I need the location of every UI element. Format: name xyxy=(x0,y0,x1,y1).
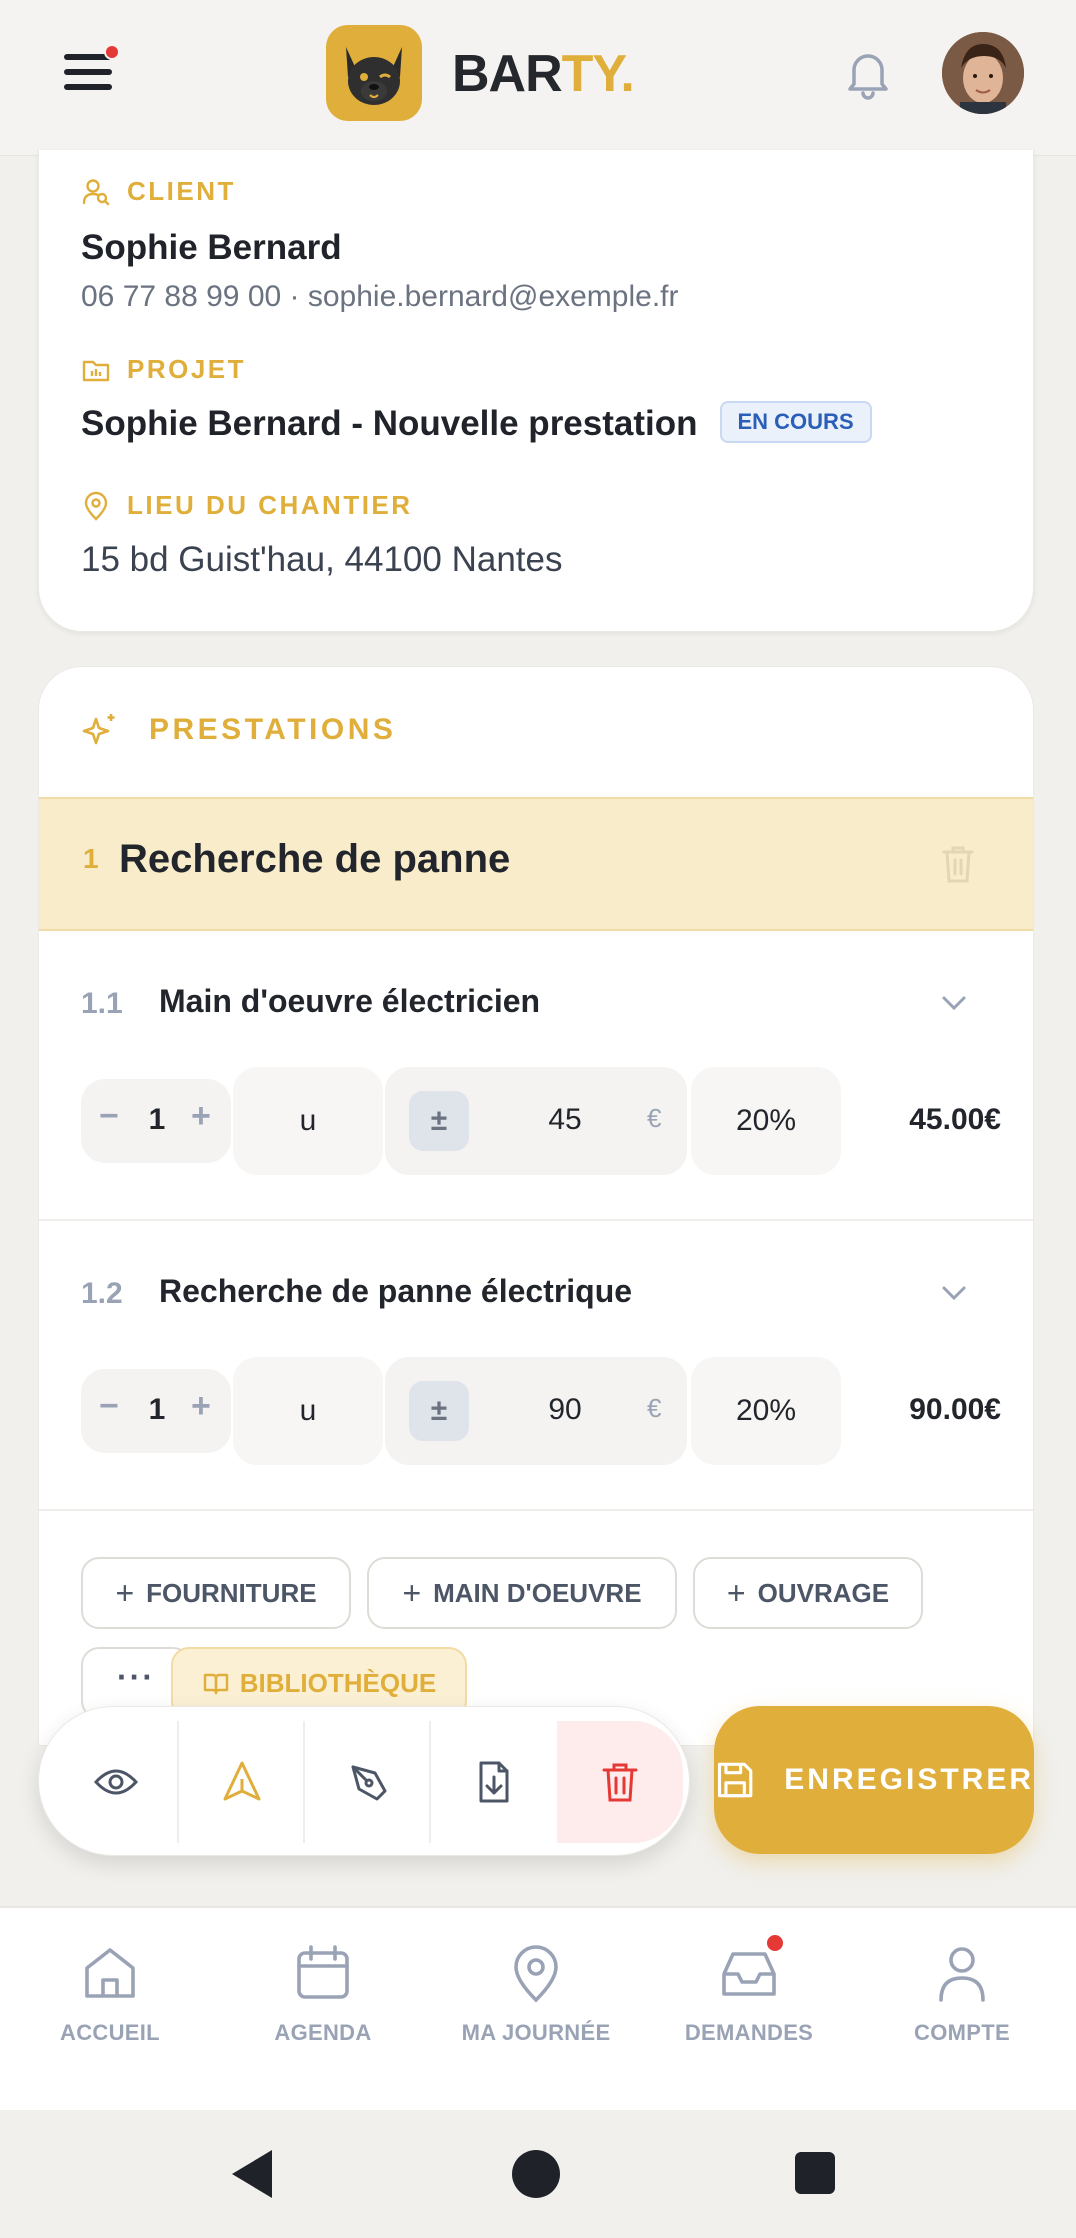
save-label: ENREGISTRER xyxy=(784,1763,1034,1796)
nav-label: MA JOURNÉE xyxy=(461,2020,611,2045)
recent-apps-icon[interactable] xyxy=(795,2152,835,2194)
line-item xyxy=(39,931,1034,1221)
line-item-number: 1.1 xyxy=(81,987,123,1020)
brand-wordmark xyxy=(452,44,634,104)
margin-toggle-button[interactable]: ± xyxy=(409,1091,469,1151)
home-circle-icon[interactable] xyxy=(512,2150,560,2198)
price-field[interactable] xyxy=(385,1067,687,1175)
user-icon xyxy=(931,1942,993,2004)
folder-icon xyxy=(81,355,111,385)
nav-label: DEMANDES xyxy=(684,2020,814,2045)
chevron-down-icon[interactable] xyxy=(939,1283,969,1303)
unit-price-value[interactable]: 45 xyxy=(548,1103,582,1136)
plus-icon: + xyxy=(402,1574,422,1611)
sparkles-icon xyxy=(81,711,119,749)
group-title[interactable]: Recherche de panne xyxy=(119,837,511,881)
prestations-card xyxy=(38,666,1034,1746)
nav-label: ACCUEIL xyxy=(60,2020,160,2045)
user-avatar[interactable] xyxy=(942,32,1024,114)
client-section-label xyxy=(81,176,236,207)
line-item-number: 1.2 xyxy=(81,1277,123,1310)
brand-dot: . xyxy=(620,45,634,103)
brand-part-2: TY xyxy=(561,45,621,103)
qty-plus-button[interactable]: + xyxy=(191,1097,211,1135)
nav-item-demandes[interactable] xyxy=(649,1942,849,2046)
nav-label: COMPTE xyxy=(914,2020,1010,2045)
map-pin-icon xyxy=(505,1942,567,2004)
add-fourniture-label: FOURNITURE xyxy=(146,1577,317,1608)
system-navigation-bar xyxy=(0,2110,1076,2238)
add-main-doeuvre-button[interactable] xyxy=(367,1557,677,1629)
plus-icon: + xyxy=(115,1574,135,1611)
prestations-title: PRESTATIONS xyxy=(149,713,397,746)
user-search-icon xyxy=(81,177,111,207)
add-ouvrage-label: OUVRAGE xyxy=(757,1577,890,1608)
project-section-label xyxy=(81,354,246,385)
book-open-icon xyxy=(202,1669,230,1697)
brand-part-1: BAR xyxy=(452,45,562,103)
unit-field[interactable]: u xyxy=(233,1357,383,1465)
bell-icon[interactable] xyxy=(840,44,896,104)
prestation-group-row[interactable] xyxy=(39,797,1034,931)
bottom-navigation xyxy=(0,1906,1076,2110)
quantity-stepper xyxy=(81,1369,231,1453)
nav-item-compte[interactable] xyxy=(862,1942,1062,2046)
line-total: 90.00€ xyxy=(909,1393,1001,1426)
site-section-label xyxy=(81,490,413,521)
status-badge: EN COURS xyxy=(720,401,872,443)
project-label: PROJET xyxy=(127,354,247,384)
plus-icon: + xyxy=(726,1574,746,1611)
nav-item-agenda[interactable] xyxy=(223,1942,423,2046)
client-name: Sophie Bernard xyxy=(81,228,342,267)
trash-icon[interactable] xyxy=(557,1721,683,1843)
price-field[interactable] xyxy=(385,1357,687,1465)
client-label: CLIENT xyxy=(127,176,236,206)
calendar-icon xyxy=(292,1942,354,2004)
project-info-card xyxy=(38,150,1034,632)
bulldog-logo-icon xyxy=(326,25,422,121)
line-item xyxy=(39,1221,1034,1511)
site-label: LIEU DU CHANTIER xyxy=(127,490,413,520)
project-name xyxy=(81,404,872,447)
line-item-title[interactable]: Main d'oeuvre électricien xyxy=(159,983,541,1019)
line-item-title[interactable]: Recherche de panne électrique xyxy=(159,1273,633,1309)
library-label: BIBLIOTHÈQUE xyxy=(239,1667,437,1698)
pen-sign-icon[interactable] xyxy=(305,1721,431,1843)
tva-select[interactable]: 20% xyxy=(691,1067,841,1175)
download-file-icon[interactable] xyxy=(431,1721,557,1843)
project-name-text: Sophie Bernard - Nouvelle prestation xyxy=(81,404,698,443)
client-contact[interactable]: 06 77 88 99 00 · sophie.bernard@exemple.fr xyxy=(81,280,679,313)
line-total: 45.00€ xyxy=(909,1103,1001,1136)
chevron-down-icon[interactable] xyxy=(939,993,969,1013)
add-main-doeuvre-label: MAIN D'OEUVRE xyxy=(433,1577,642,1608)
trash-icon[interactable] xyxy=(939,843,977,885)
site-address: 15 bd Guist'hau, 44100 Nantes xyxy=(81,540,563,579)
app-header xyxy=(0,0,1076,156)
notification-dot xyxy=(764,1932,786,1954)
margin-toggle-button[interactable]: ± xyxy=(409,1381,469,1441)
qty-value[interactable]: 1 xyxy=(148,1393,166,1426)
unit-price-value[interactable]: 90 xyxy=(548,1393,582,1426)
add-fourniture-button[interactable] xyxy=(81,1557,351,1629)
qty-plus-button[interactable]: + xyxy=(191,1387,211,1425)
unit-field[interactable]: u xyxy=(233,1067,383,1175)
action-toolbar xyxy=(38,1706,690,1856)
nav-item-accueil[interactable] xyxy=(10,1942,210,2046)
menu-button[interactable] xyxy=(62,44,118,100)
home-icon xyxy=(79,1942,141,2004)
line-item-controls xyxy=(81,1067,1001,1177)
nav-item-ma-journee[interactable] xyxy=(436,1942,636,2046)
qty-minus-button[interactable]: − xyxy=(99,1387,119,1425)
line-item-controls xyxy=(81,1357,1001,1467)
prestations-header xyxy=(81,711,396,749)
qty-minus-button[interactable]: − xyxy=(99,1097,119,1135)
back-icon[interactable] xyxy=(232,2150,272,2198)
currency-symbol: € xyxy=(647,1103,662,1133)
eye-icon[interactable] xyxy=(53,1721,179,1843)
map-pin-icon xyxy=(81,491,111,521)
currency-symbol: € xyxy=(647,1393,662,1423)
nav-label: AGENDA xyxy=(274,2020,372,2045)
floppy-disk-icon xyxy=(714,1757,756,1803)
group-number: 1 xyxy=(83,843,99,874)
add-ouvrage-button[interactable] xyxy=(693,1557,923,1629)
save-button[interactable] xyxy=(714,1706,1034,1854)
quantity-stepper xyxy=(81,1079,231,1163)
send-icon[interactable] xyxy=(179,1721,305,1843)
more-options-button[interactable]: ··· xyxy=(81,1647,191,1719)
notification-dot xyxy=(104,44,120,60)
tva-select[interactable]: 20% xyxy=(691,1357,841,1465)
qty-value[interactable]: 1 xyxy=(148,1103,166,1136)
